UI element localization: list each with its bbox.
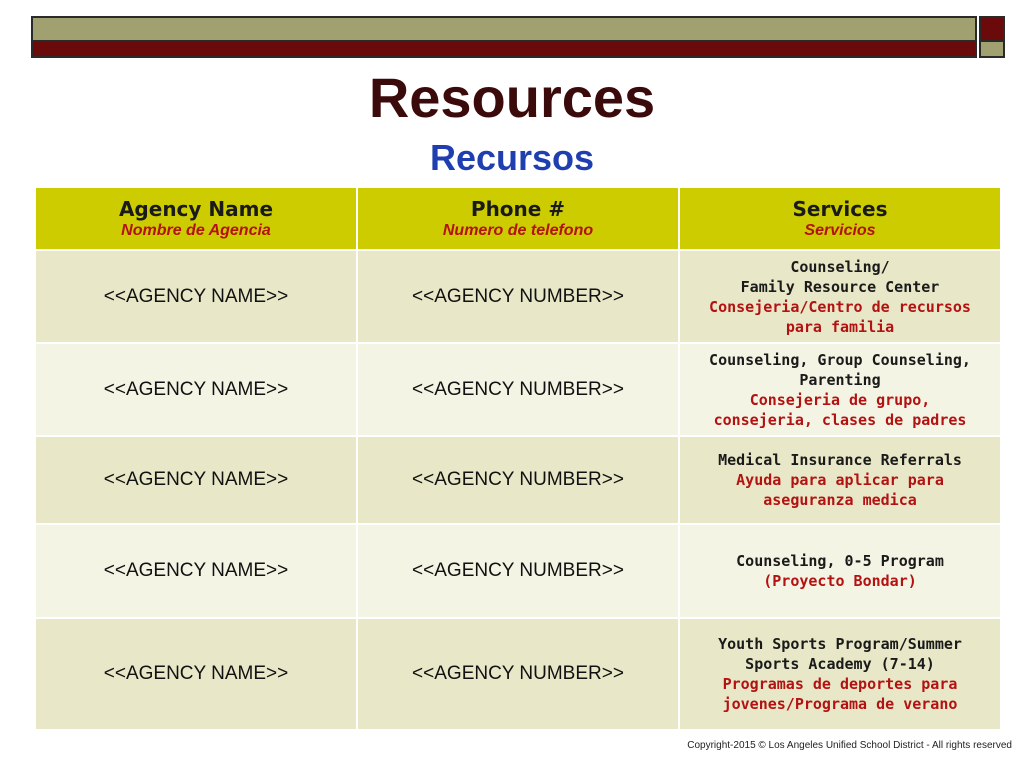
agency-phone-cell: <<AGENCY NUMBER>> [357,343,679,436]
service-text-es: Programas de deportes para [722,675,958,693]
services-cell [679,524,1001,618]
header-services-es: Servicios [804,221,876,239]
decorative-bar-bottom [31,42,977,58]
service-text-en: Family Resource Center [740,277,940,296]
agency-name-cell: <<AGENCY NAME>> [35,618,357,730]
copyright-notice: Copyright-2015 © Los Angeles Unified School District - All rights reserved [687,740,1012,751]
agency-phone-cell: <<AGENCY NUMBER>> [357,524,679,618]
decorative-bar-top [31,16,977,42]
service-text-es: jovenes/Programa de verano [722,695,958,713]
service-text-es: aseguranza medica [763,491,917,509]
header-phone-en: Phone # [470,196,566,221]
resources-table [34,186,1002,731]
service-text-en: Medical Insurance Referrals [718,451,962,469]
page-subtitle: Recursos [429,137,595,178]
header-services-en: Services [792,196,888,221]
service-text-en: Counseling, 0-5 Program [736,552,944,570]
header-phone [357,187,679,250]
agency-phone-cell: <<AGENCY NUMBER>> [357,250,679,343]
service-text-es: Consejeria/Centro de recursos [709,297,971,316]
table-row [35,618,1001,730]
services-cell [679,618,1001,730]
service-text-es: Consejeria de grupo, [749,390,931,409]
header-agency-name-es: Nombre de Agencia [121,221,271,239]
service-text-en: Parenting [799,370,881,389]
agency-name-cell: <<AGENCY NAME>> [35,250,357,343]
agency-phone-cell: <<AGENCY NUMBER>> [357,618,679,730]
table-row [35,524,1001,618]
header-services [679,187,1001,250]
service-text-en: Sports Academy (7-14) [745,655,935,673]
decorative-square-top [979,16,1005,42]
table-header-row [35,187,1001,250]
header-phone-es: Numero de telefono [442,221,594,239]
header-agency-name-en: Agency Name [118,196,274,221]
decorative-square-bottom [979,42,1005,58]
agency-name-cell: <<AGENCY NAME>> [35,436,357,524]
header-agency-name [35,187,357,250]
service-text-es: (Proyecto Bondar) [763,572,917,590]
services-cell [679,250,1001,343]
agency-name-cell: <<AGENCY NAME>> [35,343,357,436]
service-text-en: Counseling/ [790,257,890,276]
agency-phone-cell: <<AGENCY NUMBER>> [357,436,679,524]
table-row [35,250,1001,343]
service-text-en: Counseling, Group Counseling, [709,350,971,369]
service-text-en: Youth Sports Program/Summer [718,635,962,653]
service-text-es: Ayuda para aplicar para [736,471,944,489]
services-cell [679,343,1001,436]
service-text-es: consejeria, clases de padres [713,410,967,429]
agency-name-cell: <<AGENCY NAME>> [35,524,357,618]
table-row [35,343,1001,436]
table-row [35,436,1001,524]
service-text-es: para familia [785,317,895,336]
services-cell [679,436,1001,524]
page-title: Resources [368,66,656,129]
